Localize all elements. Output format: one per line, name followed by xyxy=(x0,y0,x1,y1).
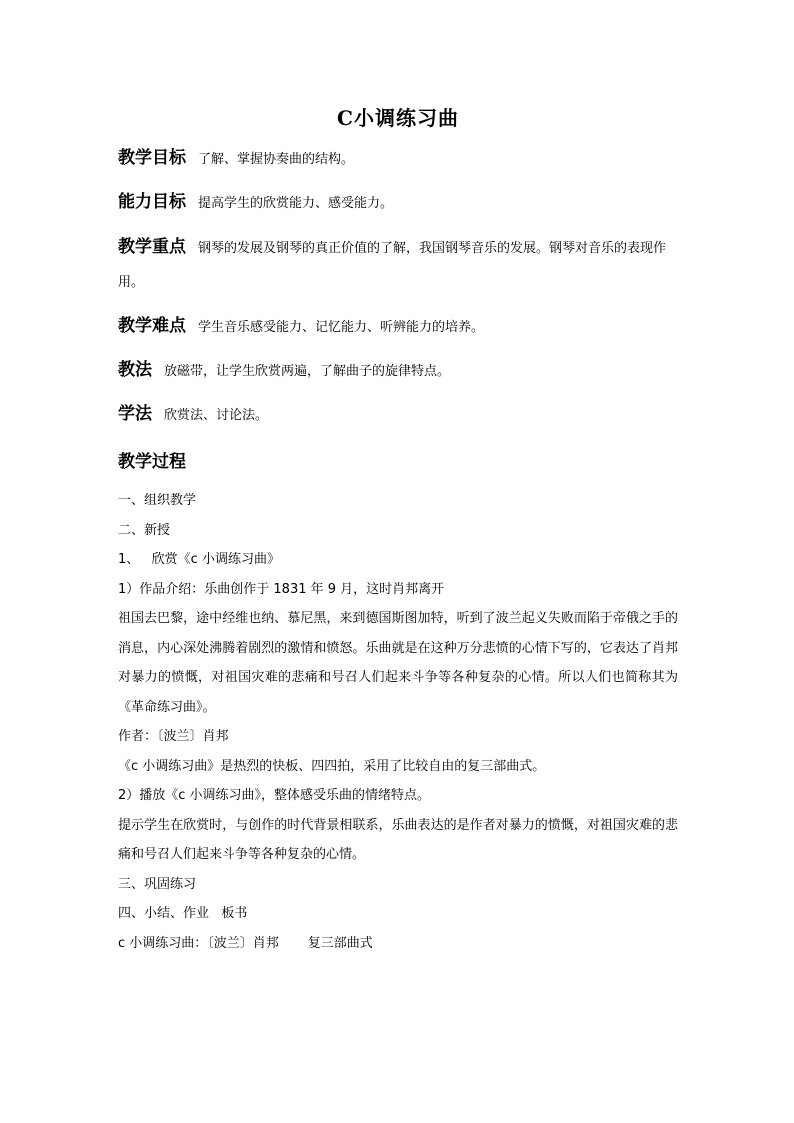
objective-label: 能力目标 xyxy=(118,192,186,212)
objective-text: 了解、掌握协奏曲的结构。 xyxy=(198,152,355,167)
board-writing-line: c 小调练习曲：〔波兰〕肖邦 复三部曲式 xyxy=(118,935,373,951)
objective-label: 教法 xyxy=(118,360,152,380)
objective-ability-goal xyxy=(118,186,678,220)
process-sub-appreciate: 1、 欣赏《c 小调练习曲》 xyxy=(118,552,280,567)
objective-text: 学生音乐感受能力、记忆能力、听辨能力的培养。 xyxy=(198,320,485,335)
objective-text: 欣赏法、讨论法。 xyxy=(164,408,269,423)
objective-label: 学法 xyxy=(118,404,152,424)
objective-text: 提高学生的欣赏能力、感受能力。 xyxy=(198,196,394,211)
work-intro-line: 1）作品介绍：乐曲创作于 1831 年 9 月，这时肖邦离开 xyxy=(118,581,445,597)
process-step-organize: 一、组织教学 xyxy=(118,493,197,508)
work-intro-paragraph: 祖国去巴黎，途中经维也纳、慕尼黑，来到德国斯图加特，听到了波兰起义失败而陷于帝俄之手的消息，内心深处沸腾着剧烈的激情和愤怒。乐曲就是在这种万分悲愤的心情下写的，它表达了肖邦对暴力的愤慨，对祖国灾难的悲痛和号召人们起来斗争等各种复杂的心情。所以人们也简称其为《革命练习曲》。 xyxy=(118,611,678,715)
play-line: 2）播放《c 小调练习曲》，整体感受乐曲的情绪特点。 xyxy=(118,788,431,803)
hint-paragraph: 提示学生在欣赏时，与创作的时代背景相联系，乐曲表达的是作者对暴力的愤慨，对祖国灾难的悲痛和号召人们起来斗争等各种复杂的心情。 xyxy=(118,817,678,862)
document-page xyxy=(118,98,678,958)
objective-teaching-goal xyxy=(118,142,678,176)
document-title: C小调练习曲 xyxy=(337,106,459,130)
objective-key-points xyxy=(118,230,678,300)
objective-label: 教学难点 xyxy=(118,316,186,336)
form-line: 《c 小调练习曲》是热烈的快板、四四拍，采用了比较自由的复三部曲式。 xyxy=(118,758,546,774)
author-line: 作者：〔波兰〕肖邦 xyxy=(118,729,229,744)
process-step-summary: 四、小结、作业 板书 xyxy=(118,906,248,921)
process-step-new-lesson: 二、新授 xyxy=(118,522,171,538)
process-heading: 教学过程 xyxy=(118,452,186,472)
objective-text: 钢琴的发展及钢琴的真正价值的了解，我国钢琴音乐的发展。钢琴对音乐的表现作用。 xyxy=(118,241,667,290)
objective-learning-method xyxy=(118,398,678,432)
objective-label: 教学目标 xyxy=(118,148,186,168)
objective-difficulties xyxy=(118,310,678,344)
objective-teaching-method xyxy=(118,354,678,388)
objective-label: 教学重点 xyxy=(118,237,186,257)
objective-text: 放磁带，让学生欣赏两遍，了解曲子的旋律特点。 xyxy=(164,364,451,379)
process-step-practice: 三、巩固练习 xyxy=(118,876,197,892)
